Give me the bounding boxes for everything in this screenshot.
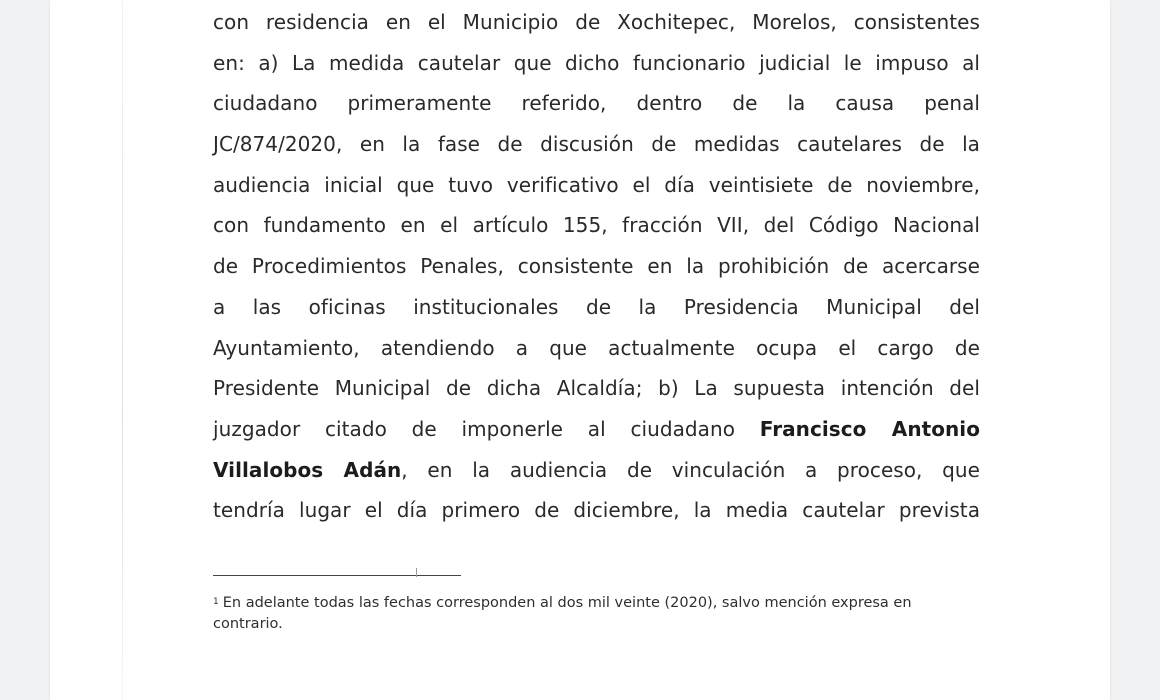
- text-line: con fundamento en el artículo 155, fracción VII, del Código Nacional: [213, 213, 980, 238]
- text-line: de Procedimientos Penales, consistente en la prohibición de acercarse: [213, 254, 980, 279]
- footnote-marker: 1: [213, 597, 219, 607]
- text-line: con residencia en el Municipio de Xochitepec, Morelos, consistentes: [213, 10, 980, 34]
- text-line: [213, 450, 980, 491]
- text-line: Ayuntamiento, atendiendo a que actualmente ocupa el cargo de: [213, 335, 980, 360]
- text-line: JC/874/2020, en la fase de discusión de medidas cautelares de la: [213, 132, 980, 157]
- footnote-text: En adelante todas las fechas corresponden al dos mil veinte (2020), salvo mención expresa en contrario.: [213, 595, 912, 632]
- footnote-separator: [213, 575, 461, 576]
- footnote: [213, 593, 985, 635]
- text-line: a las oficinas institucionales de la Presidencia Municipal del: [213, 294, 980, 319]
- text-line: ciudadano primeramente referido, dentro de la causa penal: [213, 91, 980, 116]
- person-name-bold: Villalobos Adán: [213, 457, 402, 482]
- text-line: tendría lugar el día primero de diciembre, la media cautelar prevista: [213, 498, 980, 523]
- person-name-bold: Francisco Antonio: [759, 416, 980, 441]
- text-line: audiencia inicial que tuvo verificativo el día veintisiete de noviembre,: [213, 172, 980, 197]
- text-line: [213, 409, 980, 450]
- text-line: en: a) La medida cautelar que dicho funcionario judicial le impuso al: [213, 50, 980, 75]
- text-segment: , en la audiencia de vinculación a proceso, que: [401, 457, 980, 482]
- text-line: Presidente Municipal de dicha Alcaldía; b) La supuesta intención del: [213, 376, 980, 401]
- scan-artifact-mark: [416, 568, 417, 577]
- text-segment: juzgador citado de imponerle al ciudadano: [213, 416, 760, 441]
- body-paragraph: [213, 2, 980, 531]
- scan-edge-shadow: [122, 0, 123, 700]
